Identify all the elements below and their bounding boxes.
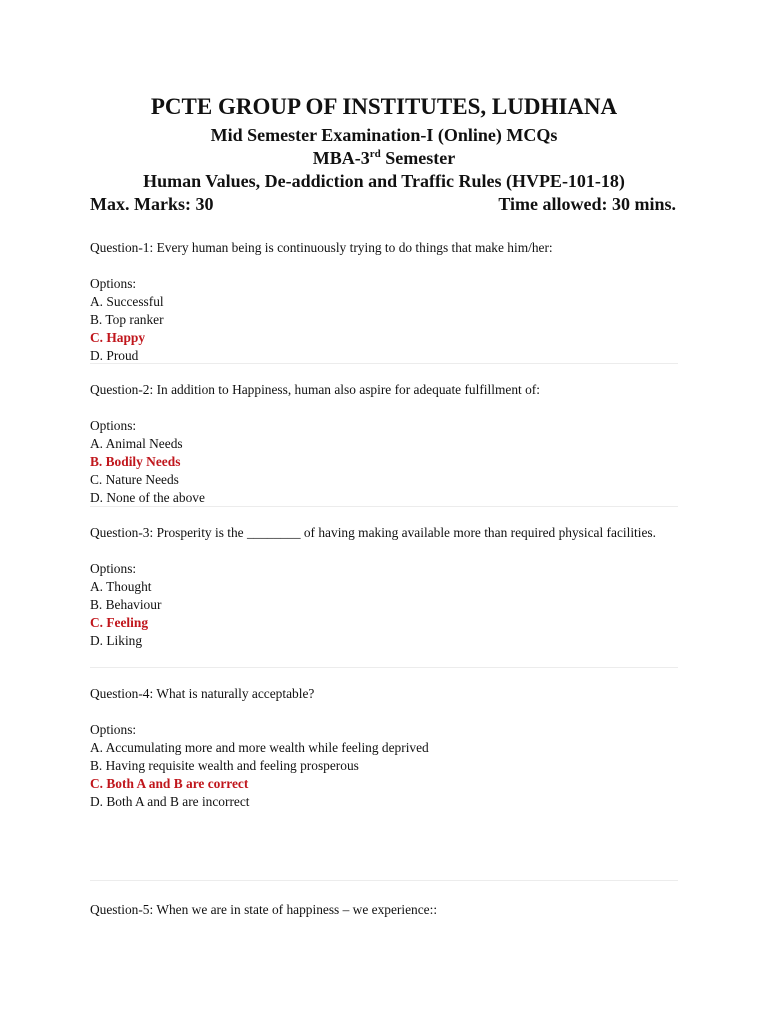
question-text: Question-1: Every human being is continuously trying to do things that make him/her:	[90, 240, 553, 255]
option-a: A. Thought	[90, 579, 152, 594]
marks-time-row	[90, 194, 676, 215]
option-d: D. Liking	[90, 633, 143, 648]
max-marks: Max. Marks: 30	[90, 194, 214, 214]
question-4	[90, 685, 680, 811]
divider	[90, 506, 678, 507]
option-c-correct: C. Both A and B are correct	[90, 776, 249, 791]
program-superscript: rd	[369, 148, 381, 160]
options-label: Options:	[90, 561, 137, 576]
question-text: Question-2: In addition to Happiness, human also aspire for adequate fulfillment of:	[90, 382, 540, 397]
exam-title: Mid Semester Examination-I (Online) MCQs	[210, 125, 558, 145]
divider	[90, 363, 678, 364]
course-title: Human Values, De-addiction and Traffic Rules (HVPE-101-18)	[143, 171, 625, 191]
option-c: C. Nature Needs	[90, 472, 179, 487]
option-a: A. Successful	[90, 294, 164, 309]
option-d: D. None of the above	[90, 490, 205, 505]
options-label: Options:	[90, 722, 137, 737]
options-label: Options:	[90, 418, 137, 433]
option-d: D. Proud	[90, 348, 139, 363]
question-1	[90, 239, 680, 365]
time-allowed: Time allowed: 30 mins.	[498, 194, 676, 214]
question-3	[90, 524, 680, 650]
options-label: Options:	[90, 276, 137, 291]
option-c-correct: C. Feeling	[90, 615, 149, 630]
option-b: B. Behaviour	[90, 597, 162, 612]
option-a: A. Animal Needs	[90, 436, 183, 451]
divider	[90, 880, 678, 881]
question-text: Question-5: When we are in state of happiness – we experience::	[90, 902, 438, 917]
option-b-correct: B. Bodily Needs	[90, 454, 181, 469]
option-d: D. Both A and B are incorrect	[90, 794, 250, 809]
question-text: Question-3: Prosperity is the ________ of having making available more than required physical facilities.	[90, 525, 656, 540]
option-c-correct: C. Happy	[90, 330, 146, 345]
option-b: B. Top ranker	[90, 312, 164, 327]
institute-title: PCTE GROUP OF INSTITUTES, LUDHIANA	[150, 94, 618, 119]
option-a: A. Accumulating more and more wealth while feeling deprived	[90, 740, 429, 755]
divider	[90, 667, 678, 668]
question-2	[90, 381, 680, 507]
program-prefix: MBA-3	[312, 148, 370, 168]
option-b: B. Having requisite wealth and feeling prosperous	[90, 758, 359, 773]
program-title	[0, 148, 768, 169]
program-suffix: Semester	[380, 148, 456, 168]
question-text: Question-4: What is naturally acceptable?	[90, 686, 315, 701]
question-5	[90, 901, 680, 919]
